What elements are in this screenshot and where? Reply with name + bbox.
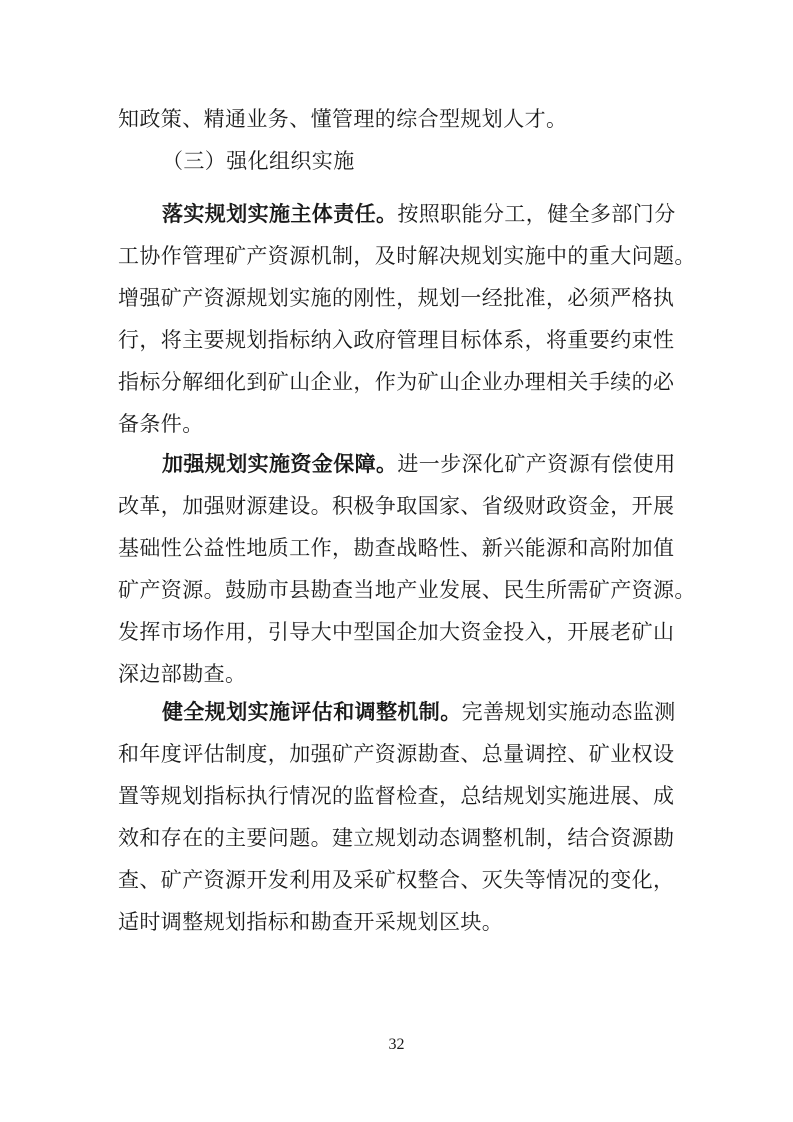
paragraph-3-line-2	[118, 733, 698, 775]
paragraph-3-text: 完善规划实施动态监测	[461, 700, 676, 724]
paragraph-3-line-1	[162, 691, 742, 733]
paragraph-3-line-6	[118, 901, 698, 943]
paragraph-1-text: 工协作管理矿产资源机制，及时解决规划实施中的重大问题。	[118, 244, 696, 268]
paragraph-1-line-2	[118, 235, 698, 277]
paragraph-2-text: 深边部勘查。	[118, 662, 247, 686]
paragraph-1-text: 按照职能分工，健全多部门分	[397, 202, 676, 226]
paragraph-1-text: 行，将主要规划指标纳入政府管理目标体系，将重要约束性	[118, 328, 675, 352]
paragraph-2-line-5	[118, 611, 698, 653]
paragraph-2-line-1	[162, 443, 742, 485]
paragraph-1-lead: 落实规划实施主体责任。	[162, 202, 398, 226]
paragraph-2-line-6	[118, 653, 698, 695]
paragraph-3-lead: 健全规划实施评估和调整机制。	[162, 700, 462, 724]
paragraph-3-line-5	[118, 859, 698, 901]
page-number: 32	[388, 1036, 405, 1053]
paragraph-1-text: 增强矿产资源规划实施的刚性，规划一经批准，必须严格执	[118, 286, 675, 310]
paragraph-2-text: 发挥市场作用，引导大中型国企加大资金投入，开展老矿山	[118, 620, 675, 644]
continuation-text: 知政策、精通业务、懂管理的综合型规划人才。	[118, 107, 568, 131]
paragraph-2-text: 矿产资源。鼓励市县勘查当地产业发展、民生所需矿产资源。	[118, 578, 696, 602]
paragraph-3-text: 效和存在的主要问题。建立规划动态调整机制，结合资源勘	[118, 826, 675, 850]
paragraph-2-line-2	[118, 485, 698, 527]
paragraph-1-line-1	[162, 193, 742, 235]
paragraph-3-text: 和年度评估制度，加强矿产资源勘查、总量调控、矿业权设	[118, 742, 675, 766]
paragraph-1-text: 指标分解细化到矿山企业，作为矿山企业办理相关手续的必	[118, 370, 675, 394]
paragraph-1-line-4	[118, 319, 698, 361]
section-heading-text: （三）强化组织实施	[162, 149, 355, 173]
paragraph-2-text: 基础性公益性地质工作，勘查战略性、新兴能源和高附加值	[118, 536, 675, 560]
paragraph-2-line-3	[118, 527, 698, 569]
continuation-line	[118, 98, 698, 140]
paragraph-2-text: 进一步深化矿产资源有偿使用	[397, 452, 676, 476]
paragraph-1-line-5	[118, 361, 698, 403]
paragraph-3-line-3	[118, 775, 698, 817]
paragraph-1-text: 备条件。	[118, 412, 204, 436]
paragraph-2-line-4	[118, 569, 698, 611]
paragraph-2-text: 改革，加强财源建设。积极争取国家、省级财政资金，开展	[118, 494, 675, 518]
paragraph-3-text: 查、矿产资源开发利用及采矿权整合、灭失等情况的变化，	[118, 868, 675, 892]
paragraph-3-line-4	[118, 817, 698, 859]
paragraph-3-text: 置等规划指标执行情况的监督检查，总结规划实施进展、成	[118, 784, 675, 808]
paragraph-2-lead: 加强规划实施资金保障。	[162, 452, 398, 476]
paragraph-3-text: 适时调整规划指标和勘查开采规划区块。	[118, 910, 504, 934]
section-heading	[162, 140, 742, 182]
paragraph-1-line-3	[118, 277, 698, 319]
paragraph-1-line-6	[118, 403, 698, 445]
